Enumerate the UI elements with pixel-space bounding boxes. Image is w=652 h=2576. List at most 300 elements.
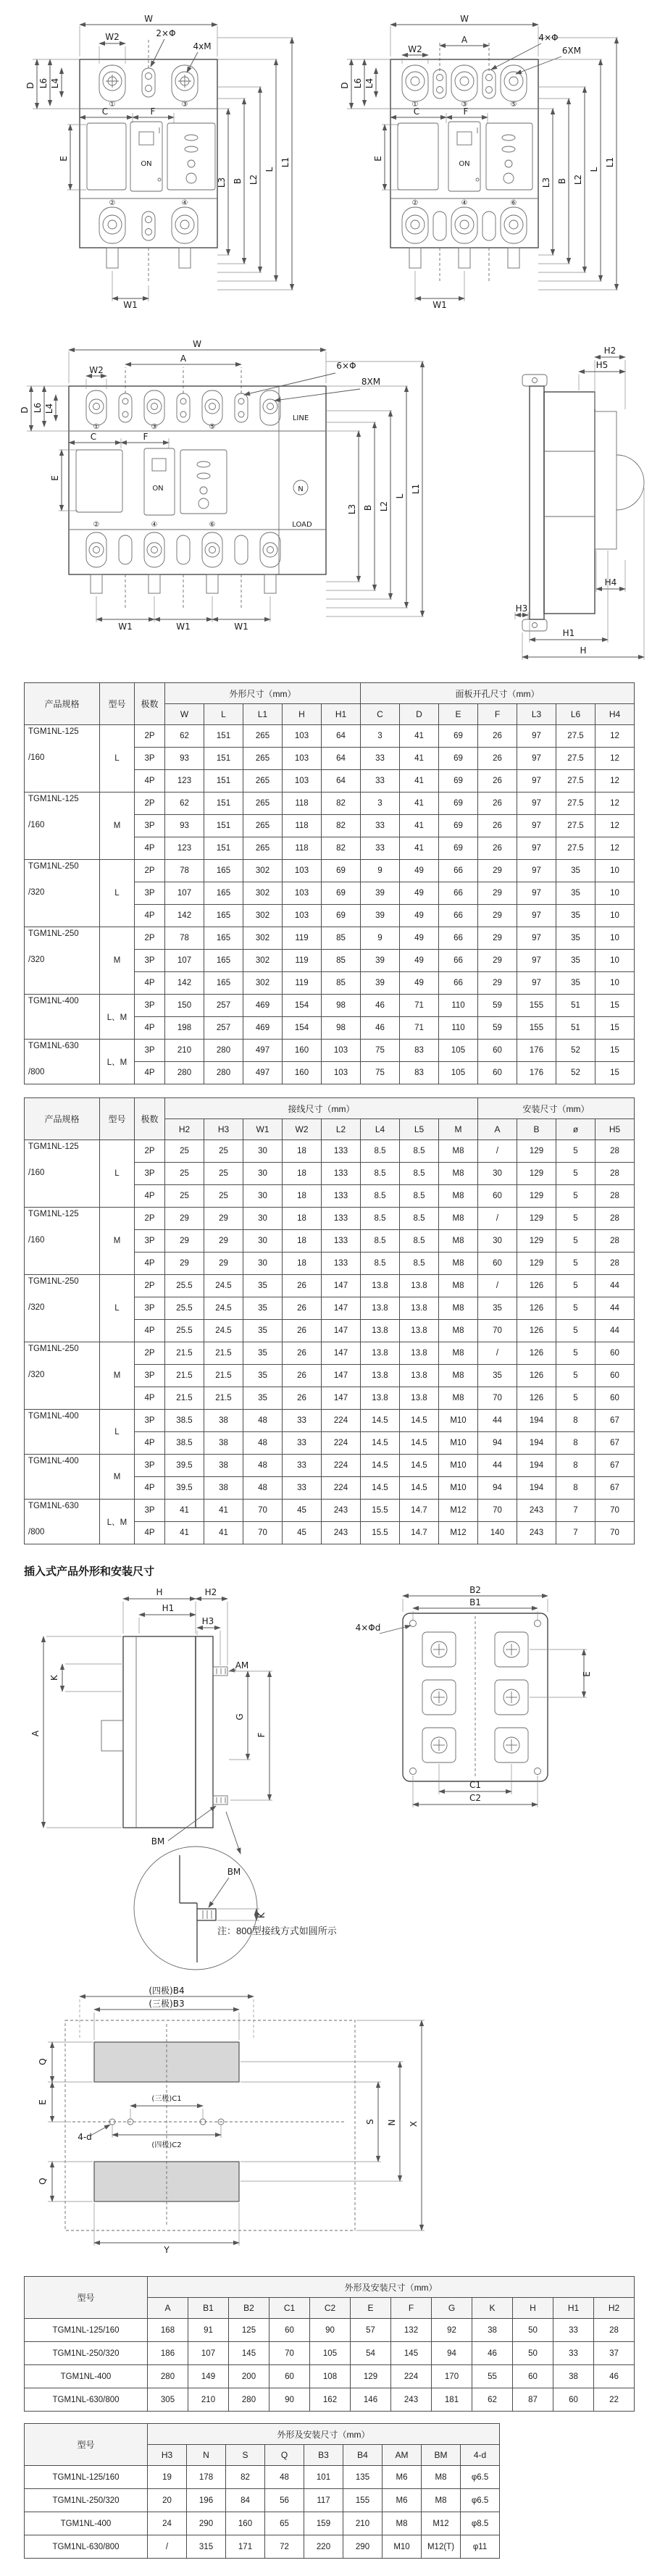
table-row bbox=[25, 2319, 635, 2342]
col-header: C bbox=[361, 704, 400, 725]
dimension-label: E bbox=[38, 2099, 48, 2105]
dim-cell: 98 bbox=[322, 1017, 361, 1040]
dim-cell: 103 bbox=[283, 770, 322, 793]
dimension-label: ④ bbox=[181, 199, 188, 207]
dim-cell: 38 bbox=[204, 1455, 243, 1477]
dimension-label: L bbox=[264, 167, 275, 172]
dim-cell: / bbox=[478, 1140, 517, 1163]
dim-cell: 194 bbox=[517, 1432, 556, 1455]
dim-cell: 210 bbox=[188, 2388, 229, 2412]
dim-cell: 28 bbox=[595, 1163, 635, 1185]
table-row bbox=[25, 1410, 635, 1432]
dim-cell: M12 bbox=[439, 1500, 478, 1522]
dim-cell: 194 bbox=[517, 1455, 556, 1477]
dim-cell: 29 bbox=[204, 1253, 243, 1275]
dim-cell: 107 bbox=[165, 882, 204, 905]
col-header: N bbox=[187, 2445, 226, 2466]
dim-cell: 14.5 bbox=[400, 1477, 439, 1500]
dim-cell: 41 bbox=[400, 725, 439, 748]
dim-cell: 133 bbox=[322, 1163, 361, 1185]
dim-cell: 33 bbox=[553, 2319, 594, 2342]
dim-cell: 15.5 bbox=[361, 1500, 400, 1522]
dim-cell: 125 bbox=[229, 2319, 269, 2342]
product-sub: /320 bbox=[28, 1303, 45, 1312]
dim-cell: 25 bbox=[204, 1185, 243, 1208]
dim-cell: 30 bbox=[243, 1140, 283, 1163]
dim-cell: 133 bbox=[322, 1230, 361, 1253]
dim-cell: 5 bbox=[556, 1342, 595, 1365]
group-header: 接线尺寸（mm） bbox=[165, 1098, 478, 1119]
dim-cell: 33 bbox=[361, 748, 400, 770]
drawing-drilling-plan bbox=[14, 1986, 478, 2262]
dim-cell: M8 bbox=[439, 1230, 478, 1253]
dim-cell: 5 bbox=[556, 1387, 595, 1410]
dim-cell: 257 bbox=[204, 995, 243, 1017]
col-header: 型号 bbox=[25, 2424, 148, 2466]
col-header: L3 bbox=[517, 704, 556, 725]
dimension-label: Y bbox=[164, 2245, 170, 2255]
type-cell: L bbox=[100, 860, 135, 927]
dim-cell: 75 bbox=[361, 1040, 400, 1062]
dim-cell: 9 bbox=[361, 860, 400, 882]
dim-cell: 133 bbox=[322, 1208, 361, 1230]
col-header: C2 bbox=[310, 2298, 351, 2319]
dim-cell: 7 bbox=[556, 1522, 595, 1544]
dim-cell: 48 bbox=[243, 1477, 283, 1500]
dim-cell: / bbox=[478, 1342, 517, 1365]
col-header: H bbox=[283, 704, 322, 725]
dim-cell: 290 bbox=[187, 2512, 226, 2535]
dim-cell: 51 bbox=[556, 995, 595, 1017]
col-header: H3 bbox=[204, 1119, 243, 1140]
dim-cell: 29 bbox=[478, 860, 517, 882]
dim-cell: 38.5 bbox=[165, 1410, 204, 1432]
dimension-label: ② bbox=[411, 199, 419, 207]
dim-cell: 57 bbox=[351, 2319, 391, 2342]
col-header: Q bbox=[265, 2445, 304, 2466]
dim-cell: 85 bbox=[322, 927, 361, 950]
product-spec-cell bbox=[25, 1275, 100, 1342]
dim-cell: 257 bbox=[204, 1017, 243, 1040]
dim-cell: 14.5 bbox=[361, 1477, 400, 1500]
dim-cell: 135 bbox=[343, 2466, 383, 2489]
dim-cell: 37 bbox=[594, 2342, 635, 2365]
poles-cell: 4P bbox=[135, 1387, 165, 1410]
dim-cell: 50 bbox=[513, 2319, 553, 2342]
dim-cell: 200 bbox=[229, 2365, 269, 2388]
product-spec-cell bbox=[25, 725, 100, 793]
dim-cell: M8 bbox=[439, 1140, 478, 1163]
dim-cell: 97 bbox=[517, 748, 556, 770]
col-header: B2 bbox=[229, 2298, 269, 2319]
dim-cell: 60 bbox=[478, 1062, 517, 1084]
dim-cell: 92 bbox=[432, 2319, 472, 2342]
dimension-label: ① bbox=[93, 423, 100, 431]
dim-cell: 5 bbox=[556, 1365, 595, 1387]
dimension-label: L1 bbox=[411, 483, 421, 495]
dim-cell: 25 bbox=[204, 1163, 243, 1185]
dim-cell: 147 bbox=[322, 1365, 361, 1387]
poles-cell: 4P bbox=[135, 1185, 165, 1208]
dim-cell: 64 bbox=[322, 748, 361, 770]
dimension-label: Q bbox=[38, 2058, 48, 2065]
dim-cell: 29 bbox=[478, 882, 517, 905]
dim-cell: 69 bbox=[439, 837, 478, 860]
table-row bbox=[25, 927, 635, 950]
dim-cell: 44 bbox=[478, 1455, 517, 1477]
dimension-label: L3 bbox=[541, 177, 551, 188]
dim-cell: 29 bbox=[165, 1253, 204, 1275]
dim-cell: 25.5 bbox=[165, 1275, 204, 1297]
poles-cell: 4P bbox=[135, 1522, 165, 1544]
dim-cell: 155 bbox=[343, 2489, 383, 2512]
model-cell: TGM1NL-630/800 bbox=[25, 2535, 148, 2559]
dim-cell: 119 bbox=[283, 927, 322, 950]
poles-cell: 3P bbox=[135, 950, 165, 972]
product-spec-cell bbox=[25, 995, 100, 1040]
dim-cell: M10 bbox=[439, 1410, 478, 1432]
dim-cell: 82 bbox=[226, 2466, 265, 2489]
dim-cell: 13.8 bbox=[361, 1342, 400, 1365]
group-header: 安装尺寸（mm） bbox=[478, 1098, 635, 1119]
dim-cell: 62 bbox=[165, 725, 204, 748]
dim-cell: 103 bbox=[283, 905, 322, 927]
dim-cell: 18 bbox=[283, 1185, 322, 1208]
dimension-label: H2 bbox=[204, 1587, 217, 1597]
drawing-side-view bbox=[486, 335, 649, 672]
dim-cell: 97 bbox=[517, 793, 556, 815]
dim-cell: 97 bbox=[517, 837, 556, 860]
dim-cell: 87 bbox=[513, 2388, 553, 2412]
dim-cell: 15.5 bbox=[361, 1522, 400, 1544]
col-header: A bbox=[478, 1119, 517, 1140]
dim-cell: 26 bbox=[478, 815, 517, 837]
dim-cell: 8.5 bbox=[361, 1185, 400, 1208]
dim-cell: 35 bbox=[243, 1387, 283, 1410]
dim-cell: 35 bbox=[243, 1365, 283, 1387]
dim-cell: φ11 bbox=[461, 2535, 500, 2559]
dim-cell: 224 bbox=[322, 1410, 361, 1432]
dimension-label: Q bbox=[38, 2178, 48, 2185]
dim-cell: 18 bbox=[283, 1140, 322, 1163]
poles-cell: 2P bbox=[135, 793, 165, 815]
dim-cell: 24.5 bbox=[204, 1320, 243, 1342]
dim-cell: 8 bbox=[556, 1455, 595, 1477]
model-cell: TGM1NL-400 bbox=[25, 2365, 148, 2388]
type-cell: L、M bbox=[100, 995, 135, 1040]
dimension-label: 6XM bbox=[561, 46, 582, 56]
dim-cell: 13.8 bbox=[361, 1320, 400, 1342]
col-header: B4 bbox=[343, 2445, 383, 2466]
dim-cell: 160 bbox=[283, 1062, 322, 1084]
dim-cell: 8.5 bbox=[400, 1253, 439, 1275]
dim-cell: 29 bbox=[204, 1230, 243, 1253]
dimension-label: W bbox=[144, 14, 153, 24]
dim-cell: 27.5 bbox=[556, 793, 595, 815]
dim-cell: 8.5 bbox=[400, 1140, 439, 1163]
dimension-label: H bbox=[156, 1587, 163, 1597]
dim-cell: 147 bbox=[322, 1320, 361, 1342]
dim-cell: 14.5 bbox=[361, 1455, 400, 1477]
product-spec-cell bbox=[25, 1500, 100, 1544]
poles-cell: 3P bbox=[135, 1410, 165, 1432]
dim-cell: 103 bbox=[283, 725, 322, 748]
dimension-label: F bbox=[150, 106, 156, 117]
dimension-label: L bbox=[589, 167, 599, 172]
dim-cell: 97 bbox=[517, 725, 556, 748]
type-cell: L、M bbox=[100, 1040, 135, 1084]
dim-cell: 39 bbox=[361, 950, 400, 972]
dim-cell: 105 bbox=[439, 1040, 478, 1062]
dim-cell: 33 bbox=[361, 815, 400, 837]
col-header: 型号 bbox=[100, 683, 135, 725]
dim-cell: 155 bbox=[517, 1017, 556, 1040]
col-header: K bbox=[472, 2298, 513, 2319]
dim-cell: 8.5 bbox=[400, 1185, 439, 1208]
dim-cell: 210 bbox=[343, 2512, 383, 2535]
dimension-label: C2 bbox=[469, 1793, 482, 1803]
col-header: M bbox=[439, 1119, 478, 1140]
dim-cell: 41 bbox=[400, 748, 439, 770]
dim-cell: 224 bbox=[391, 2365, 432, 2388]
dim-cell: 140 bbox=[478, 1522, 517, 1544]
dim-cell: 78 bbox=[165, 860, 204, 882]
group-header: 外形及安装尺寸（mm） bbox=[148, 2277, 635, 2298]
dim-cell: 52 bbox=[556, 1062, 595, 1084]
col-header: W2 bbox=[283, 1119, 322, 1140]
product-sub: /160 bbox=[28, 1236, 45, 1245]
dim-cell: 30 bbox=[478, 1230, 517, 1253]
dimension-label: B1 bbox=[469, 1597, 481, 1607]
dim-cell: M8 bbox=[439, 1185, 478, 1208]
dim-cell: 26 bbox=[478, 748, 517, 770]
dim-cell: 107 bbox=[188, 2342, 229, 2365]
poles-cell: 3P bbox=[135, 815, 165, 837]
dimension-label: 8XM bbox=[361, 377, 381, 387]
dimension-label: ⑤ bbox=[209, 423, 216, 431]
dim-cell: 69 bbox=[322, 905, 361, 927]
col-header: 型号 bbox=[100, 1098, 135, 1140]
type-cell: M bbox=[100, 1342, 135, 1410]
dim-cell: 101 bbox=[304, 2466, 343, 2489]
header-row bbox=[25, 683, 635, 704]
dim-cell: 12 bbox=[595, 748, 635, 770]
dim-cell: 27.5 bbox=[556, 837, 595, 860]
col-header: H bbox=[513, 2298, 553, 2319]
dimension-label: W1 bbox=[432, 300, 447, 310]
dim-cell: 224 bbox=[322, 1477, 361, 1500]
dim-cell: 44 bbox=[595, 1275, 635, 1297]
dim-cell: 25 bbox=[165, 1163, 204, 1185]
dim-cell: 178 bbox=[187, 2466, 226, 2489]
dimension-label: 2×Φ bbox=[156, 28, 176, 38]
dimension-label: BM bbox=[227, 1867, 241, 1877]
col-header: BM bbox=[422, 2445, 461, 2466]
dim-cell: 13.8 bbox=[400, 1365, 439, 1387]
dim-cell: 280 bbox=[148, 2365, 188, 2388]
dim-cell: 52 bbox=[556, 1040, 595, 1062]
dim-cell: 60 bbox=[478, 1040, 517, 1062]
product-spec-cell bbox=[25, 1040, 100, 1084]
dim-cell: 66 bbox=[439, 927, 478, 950]
dim-cell: 155 bbox=[517, 995, 556, 1017]
dimension-label: L4 bbox=[50, 78, 60, 89]
dim-cell: 12 bbox=[595, 837, 635, 860]
dim-cell: 26 bbox=[478, 837, 517, 860]
dim-cell: 129 bbox=[517, 1163, 556, 1185]
dimension-label: W1 bbox=[123, 300, 138, 310]
product-name: TGM1NL-250 bbox=[28, 929, 79, 938]
dimension-label: L4 bbox=[364, 78, 375, 89]
dim-cell: M10 bbox=[439, 1432, 478, 1455]
col-header: 型号 bbox=[25, 2277, 148, 2319]
dim-cell: 94 bbox=[432, 2342, 472, 2365]
dim-cell: 129 bbox=[517, 1253, 556, 1275]
dim-cell: 59 bbox=[478, 1017, 517, 1040]
dimension-label: 4xM bbox=[193, 41, 212, 51]
dim-cell: 26 bbox=[478, 793, 517, 815]
dim-cell: 41 bbox=[400, 837, 439, 860]
dim-cell: 39.5 bbox=[165, 1477, 204, 1500]
dim-cell: 49 bbox=[400, 950, 439, 972]
dim-cell: 71 bbox=[400, 1017, 439, 1040]
poles-cell: 4P bbox=[135, 1062, 165, 1084]
table-row bbox=[25, 860, 635, 882]
dim-cell: M8 bbox=[439, 1275, 478, 1297]
dim-cell: 14.5 bbox=[400, 1455, 439, 1477]
col-header: S bbox=[226, 2445, 265, 2466]
header-row bbox=[25, 2424, 500, 2445]
dimension-label: L2 bbox=[379, 501, 389, 512]
dim-cell: 15 bbox=[595, 1062, 635, 1084]
dim-cell: 65 bbox=[265, 2512, 304, 2535]
dim-cell: 35 bbox=[556, 905, 595, 927]
dim-cell: 10 bbox=[595, 882, 635, 905]
dimension-label: W bbox=[193, 339, 201, 349]
dim-cell: 60 bbox=[595, 1387, 635, 1410]
col-header: F bbox=[391, 2298, 432, 2319]
dim-cell: M8 bbox=[439, 1342, 478, 1365]
dim-cell: 145 bbox=[229, 2342, 269, 2365]
dim-cell: 103 bbox=[283, 860, 322, 882]
dim-cell: 151 bbox=[204, 748, 243, 770]
dim-cell: 154 bbox=[283, 1017, 322, 1040]
table-row bbox=[25, 1040, 635, 1062]
dim-cell: 110 bbox=[439, 1017, 478, 1040]
dim-cell: 119 bbox=[283, 972, 322, 995]
dimension-label: H3 bbox=[515, 603, 528, 614]
dim-cell: 27.5 bbox=[556, 770, 595, 793]
dimension-label: E bbox=[59, 156, 69, 162]
dim-cell: 13.8 bbox=[400, 1342, 439, 1365]
dim-cell: 70 bbox=[595, 1522, 635, 1544]
dimension-label: ⑤ bbox=[510, 101, 517, 109]
dim-cell: 28 bbox=[595, 1208, 635, 1230]
dimension-label: B bbox=[363, 504, 373, 511]
dim-cell: M8 bbox=[422, 2489, 461, 2512]
dim-cell: 315 bbox=[187, 2535, 226, 2559]
dim-cell: 8.5 bbox=[361, 1208, 400, 1230]
dim-cell: M8 bbox=[439, 1365, 478, 1387]
type-cell: M bbox=[100, 1208, 135, 1275]
drawings-row-4 bbox=[0, 1981, 652, 2262]
dim-cell: 162 bbox=[310, 2388, 351, 2412]
dim-cell: 103 bbox=[322, 1062, 361, 1084]
dim-cell: 25 bbox=[165, 1185, 204, 1208]
type-cell: M bbox=[100, 1455, 135, 1500]
dimension-label: D bbox=[20, 406, 30, 414]
dim-cell: 149 bbox=[188, 2365, 229, 2388]
dim-cell: 198 bbox=[165, 1017, 204, 1040]
product-sub: /800 bbox=[28, 1528, 45, 1536]
dim-cell: 33 bbox=[283, 1455, 322, 1477]
dim-cell: 12 bbox=[595, 793, 635, 815]
table-row bbox=[25, 2466, 500, 2489]
dim-cell: 5 bbox=[556, 1230, 595, 1253]
dim-cell: 60 bbox=[553, 2388, 594, 2412]
dim-cell: 132 bbox=[391, 2319, 432, 2342]
dim-cell: φ8.5 bbox=[461, 2512, 500, 2535]
dim-cell: 49 bbox=[400, 905, 439, 927]
dimension-label: D bbox=[25, 82, 35, 89]
dimension-label: ON bbox=[459, 160, 470, 168]
table-row bbox=[25, 1455, 635, 1477]
dim-cell: 44 bbox=[478, 1410, 517, 1432]
dim-cell: 18 bbox=[283, 1163, 322, 1185]
dim-cell: 8.5 bbox=[361, 1230, 400, 1253]
dim-cell: 29 bbox=[165, 1208, 204, 1230]
dim-cell: 33 bbox=[361, 837, 400, 860]
dim-cell: 165 bbox=[204, 927, 243, 950]
model-cell: TGM1NL-400 bbox=[25, 2512, 148, 2535]
dim-cell: 14.5 bbox=[400, 1432, 439, 1455]
poles-cell: 2P bbox=[135, 1208, 165, 1230]
col-header: H2 bbox=[594, 2298, 635, 2319]
dim-cell: 302 bbox=[243, 905, 283, 927]
detail-note: 注：800型接线方式如圆所示 bbox=[217, 1925, 337, 1936]
product-name: TGM1NL-125 bbox=[28, 727, 79, 736]
dim-cell: φ6.5 bbox=[461, 2489, 500, 2512]
dim-cell: 84 bbox=[226, 2489, 265, 2512]
dimension-label: C1 bbox=[469, 1780, 482, 1790]
dimension-label: H2 bbox=[603, 346, 617, 356]
model-cell: TGM1NL-630/800 bbox=[25, 2388, 148, 2412]
dimension-label: N bbox=[298, 485, 304, 493]
dimension-label: S bbox=[365, 2119, 375, 2125]
dim-cell: 14.7 bbox=[400, 1500, 439, 1522]
dim-cell: 265 bbox=[243, 793, 283, 815]
dimension-label: F bbox=[463, 106, 469, 117]
dimension-label: ① bbox=[411, 101, 419, 109]
dimension-label: H1 bbox=[562, 628, 575, 638]
dimension-label: H4 bbox=[604, 577, 617, 587]
dim-cell: 64 bbox=[322, 770, 361, 793]
dim-cell: 129 bbox=[351, 2365, 391, 2388]
col-header: H2 bbox=[165, 1119, 204, 1140]
col-header: H1 bbox=[322, 704, 361, 725]
product-name: TGM1NL-125 bbox=[28, 1210, 79, 1218]
dim-cell: 33 bbox=[361, 770, 400, 793]
col-header: G bbox=[432, 2298, 472, 2319]
col-header: H1 bbox=[553, 2298, 594, 2319]
dim-cell: 13.8 bbox=[361, 1365, 400, 1387]
product-sub: /160 bbox=[28, 753, 45, 762]
product-sub: /320 bbox=[28, 888, 45, 897]
dim-cell: 60 bbox=[513, 2365, 553, 2388]
dim-cell: 91 bbox=[188, 2319, 229, 2342]
dim-cell: 14.7 bbox=[400, 1522, 439, 1544]
dim-cell: 243 bbox=[391, 2388, 432, 2412]
